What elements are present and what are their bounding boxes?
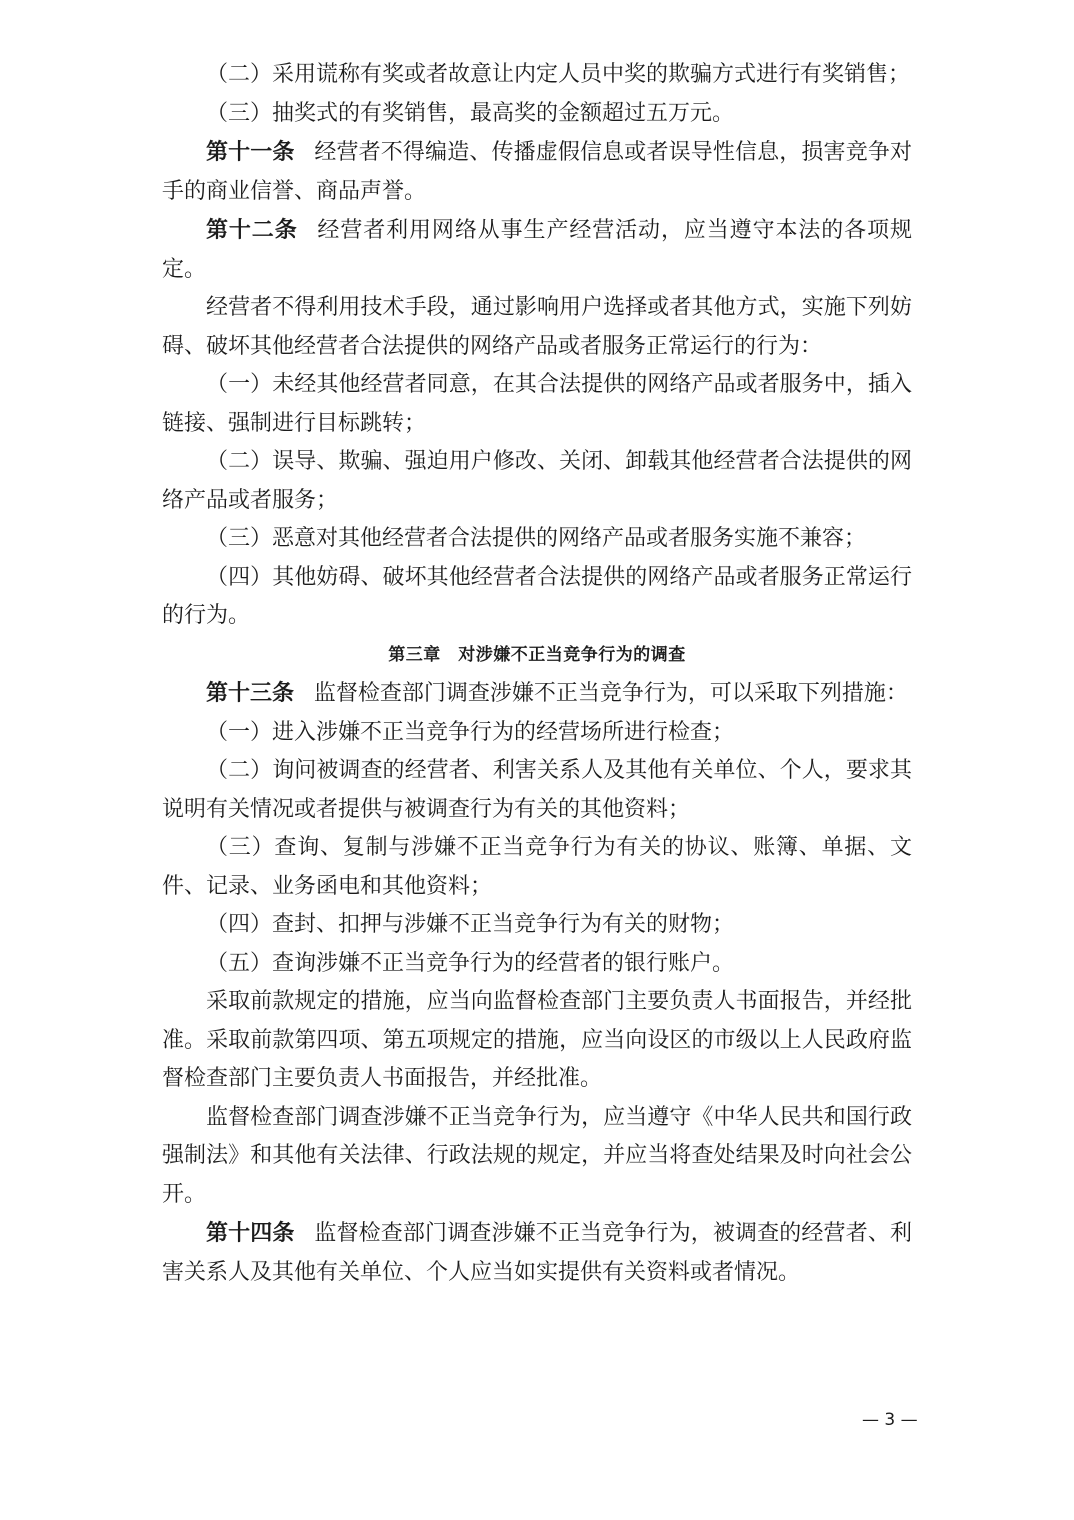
list-item: （二）询问被调查的经营者、利害关系人及其他有关单位、个人，要求其说明有关情况或者提供与被调查行为有关的其他资料； bbox=[162, 758, 912, 822]
article-11 bbox=[162, 133, 912, 211]
article-13 bbox=[162, 674, 912, 714]
paragraph: 监督检查部门调查涉嫌不正当竞争行为，应当遵守《中华人民共和国行政强制法》和其他有关法律、行政法规的规定，并应当将查处结果及时向社会公开。 bbox=[162, 1104, 912, 1207]
document-body bbox=[162, 56, 912, 1292]
list-item: （一）未经其他经营者同意，在其合法提供的网络产品或者服务中，插入链接、强制进行目标跳转； bbox=[162, 372, 912, 436]
paragraph: 采取前款规定的措施，应当向监督检查部门主要负责人书面报告，并经批准。采取前款第四项、第五项规定的措施，应当向设区的市级以上人民政府监督检查部门主要负责人书面报告，并经批准。 bbox=[162, 989, 912, 1091]
list-item: （三）抽奖式的有奖销售，最高奖的金额超过五万元。 bbox=[206, 100, 735, 126]
article-number: 第十一条 bbox=[206, 139, 295, 165]
list-item: （四）查封、扣押与涉嫌不正当竞争行为有关的财物； bbox=[206, 912, 735, 937]
list-item: （一）进入涉嫌不正当竞争行为的经营场所进行检查； bbox=[206, 719, 735, 745]
article-text: 监督检查部门调查涉嫌不正当竞争行为，可以采取下列措施： bbox=[313, 681, 908, 706]
list-item: （三）查询、复制与涉嫌不正当竞争行为有关的协议、账簿、单据、文件、记录、业务函电和其他资料； bbox=[162, 835, 912, 899]
list-item: （二）误导、欺骗、强迫用户修改、关闭、卸载其他经营者合法提供的网络产品或者服务； bbox=[162, 449, 912, 513]
list-item: （三）恶意对其他经营者合法提供的网络产品或者服务实施不兼容； bbox=[206, 526, 867, 551]
article-number: 第十三条 bbox=[206, 680, 295, 706]
chapter-title: 第三章 对涉嫌不正当竞争行为的调查 bbox=[388, 644, 686, 665]
page-number: — 3 — bbox=[862, 1410, 918, 1430]
list-item: （五）查询涉嫌不正当竞争行为的经营者的银行账户。 bbox=[206, 950, 735, 976]
list-item: （四）其他妨碍、破坏其他经营者合法提供的网络产品或者服务正常运行的行为。 bbox=[162, 564, 912, 628]
paragraph: 经营者不得利用技术手段，通过影响用户选择或者其他方式，实施下列妨碍、破坏其他经营者合法提供的网络产品或者服务正常运行的行为： bbox=[162, 295, 912, 359]
list-item: （二）采用谎称有奖或者故意让内定人员中奖的欺骗方式进行有奖销售； bbox=[206, 62, 911, 87]
article-text: 经营者不得编造、传播虚假信息或者误导性信息，损害竞争对手的商业信誉、商品声誉。 bbox=[162, 140, 912, 204]
article-12 bbox=[162, 211, 912, 289]
article-number: 第十二条 bbox=[206, 217, 298, 243]
article-14 bbox=[162, 1214, 912, 1292]
article-text: 经营者利用网络从事生产经营活动，应当遵守本法的各项规定。 bbox=[162, 218, 912, 282]
article-number: 第十四条 bbox=[206, 1220, 295, 1246]
article-text: 监督检查部门调查涉嫌不正当竞争行为，被调查的经营者、利害关系人及其他有关单位、个人应当如实提供有关资料或者情况。 bbox=[162, 1221, 912, 1285]
